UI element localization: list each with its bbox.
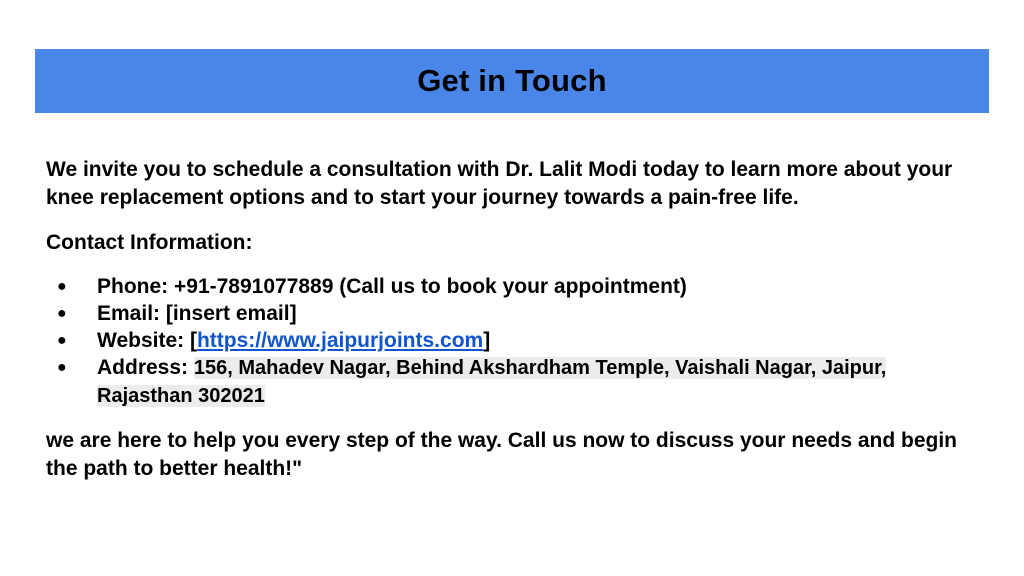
page-title: Get in Touch [417,63,607,98]
website-link[interactable]: https://www.jaipurjoints.com [196,329,484,352]
email-text: Email: [insert email] [97,302,297,325]
intro-paragraph: We invite you to schedule a consultation with Dr. Lalit Modi today to learn more about your knee replacement options and to start your journey towards a pain-free life. [46,158,953,209]
contact-item-phone [46,273,986,300]
contact-list [46,273,986,410]
address-label: Address: [97,356,194,379]
website-prefix: Website: [ [97,329,197,352]
contact-item-email [46,300,986,327]
contact-item-website [46,327,986,354]
bullet-icon: ● [57,332,67,349]
address-text: 156, Mahadev Nagar, Behind Akshardham Temple, Vaishali Nagar, Jaipur, Rajasthan 302021 [97,357,887,407]
contact-heading: Contact Information: [46,231,253,254]
phone-text: Phone: +91-7891077889 (Call us to book your appointment) [97,275,687,298]
slide-content [46,156,986,483]
bullet-icon: ● [57,305,67,322]
title-banner [35,49,989,113]
website-suffix: ] [483,329,491,352]
bullet-icon: ● [57,359,67,376]
contact-item-address [46,354,986,410]
closing-paragraph: we are here to help you every step of the way. Call us now to discuss your needs and begin the path to better health!" [46,429,958,480]
bullet-icon: ● [57,278,67,295]
